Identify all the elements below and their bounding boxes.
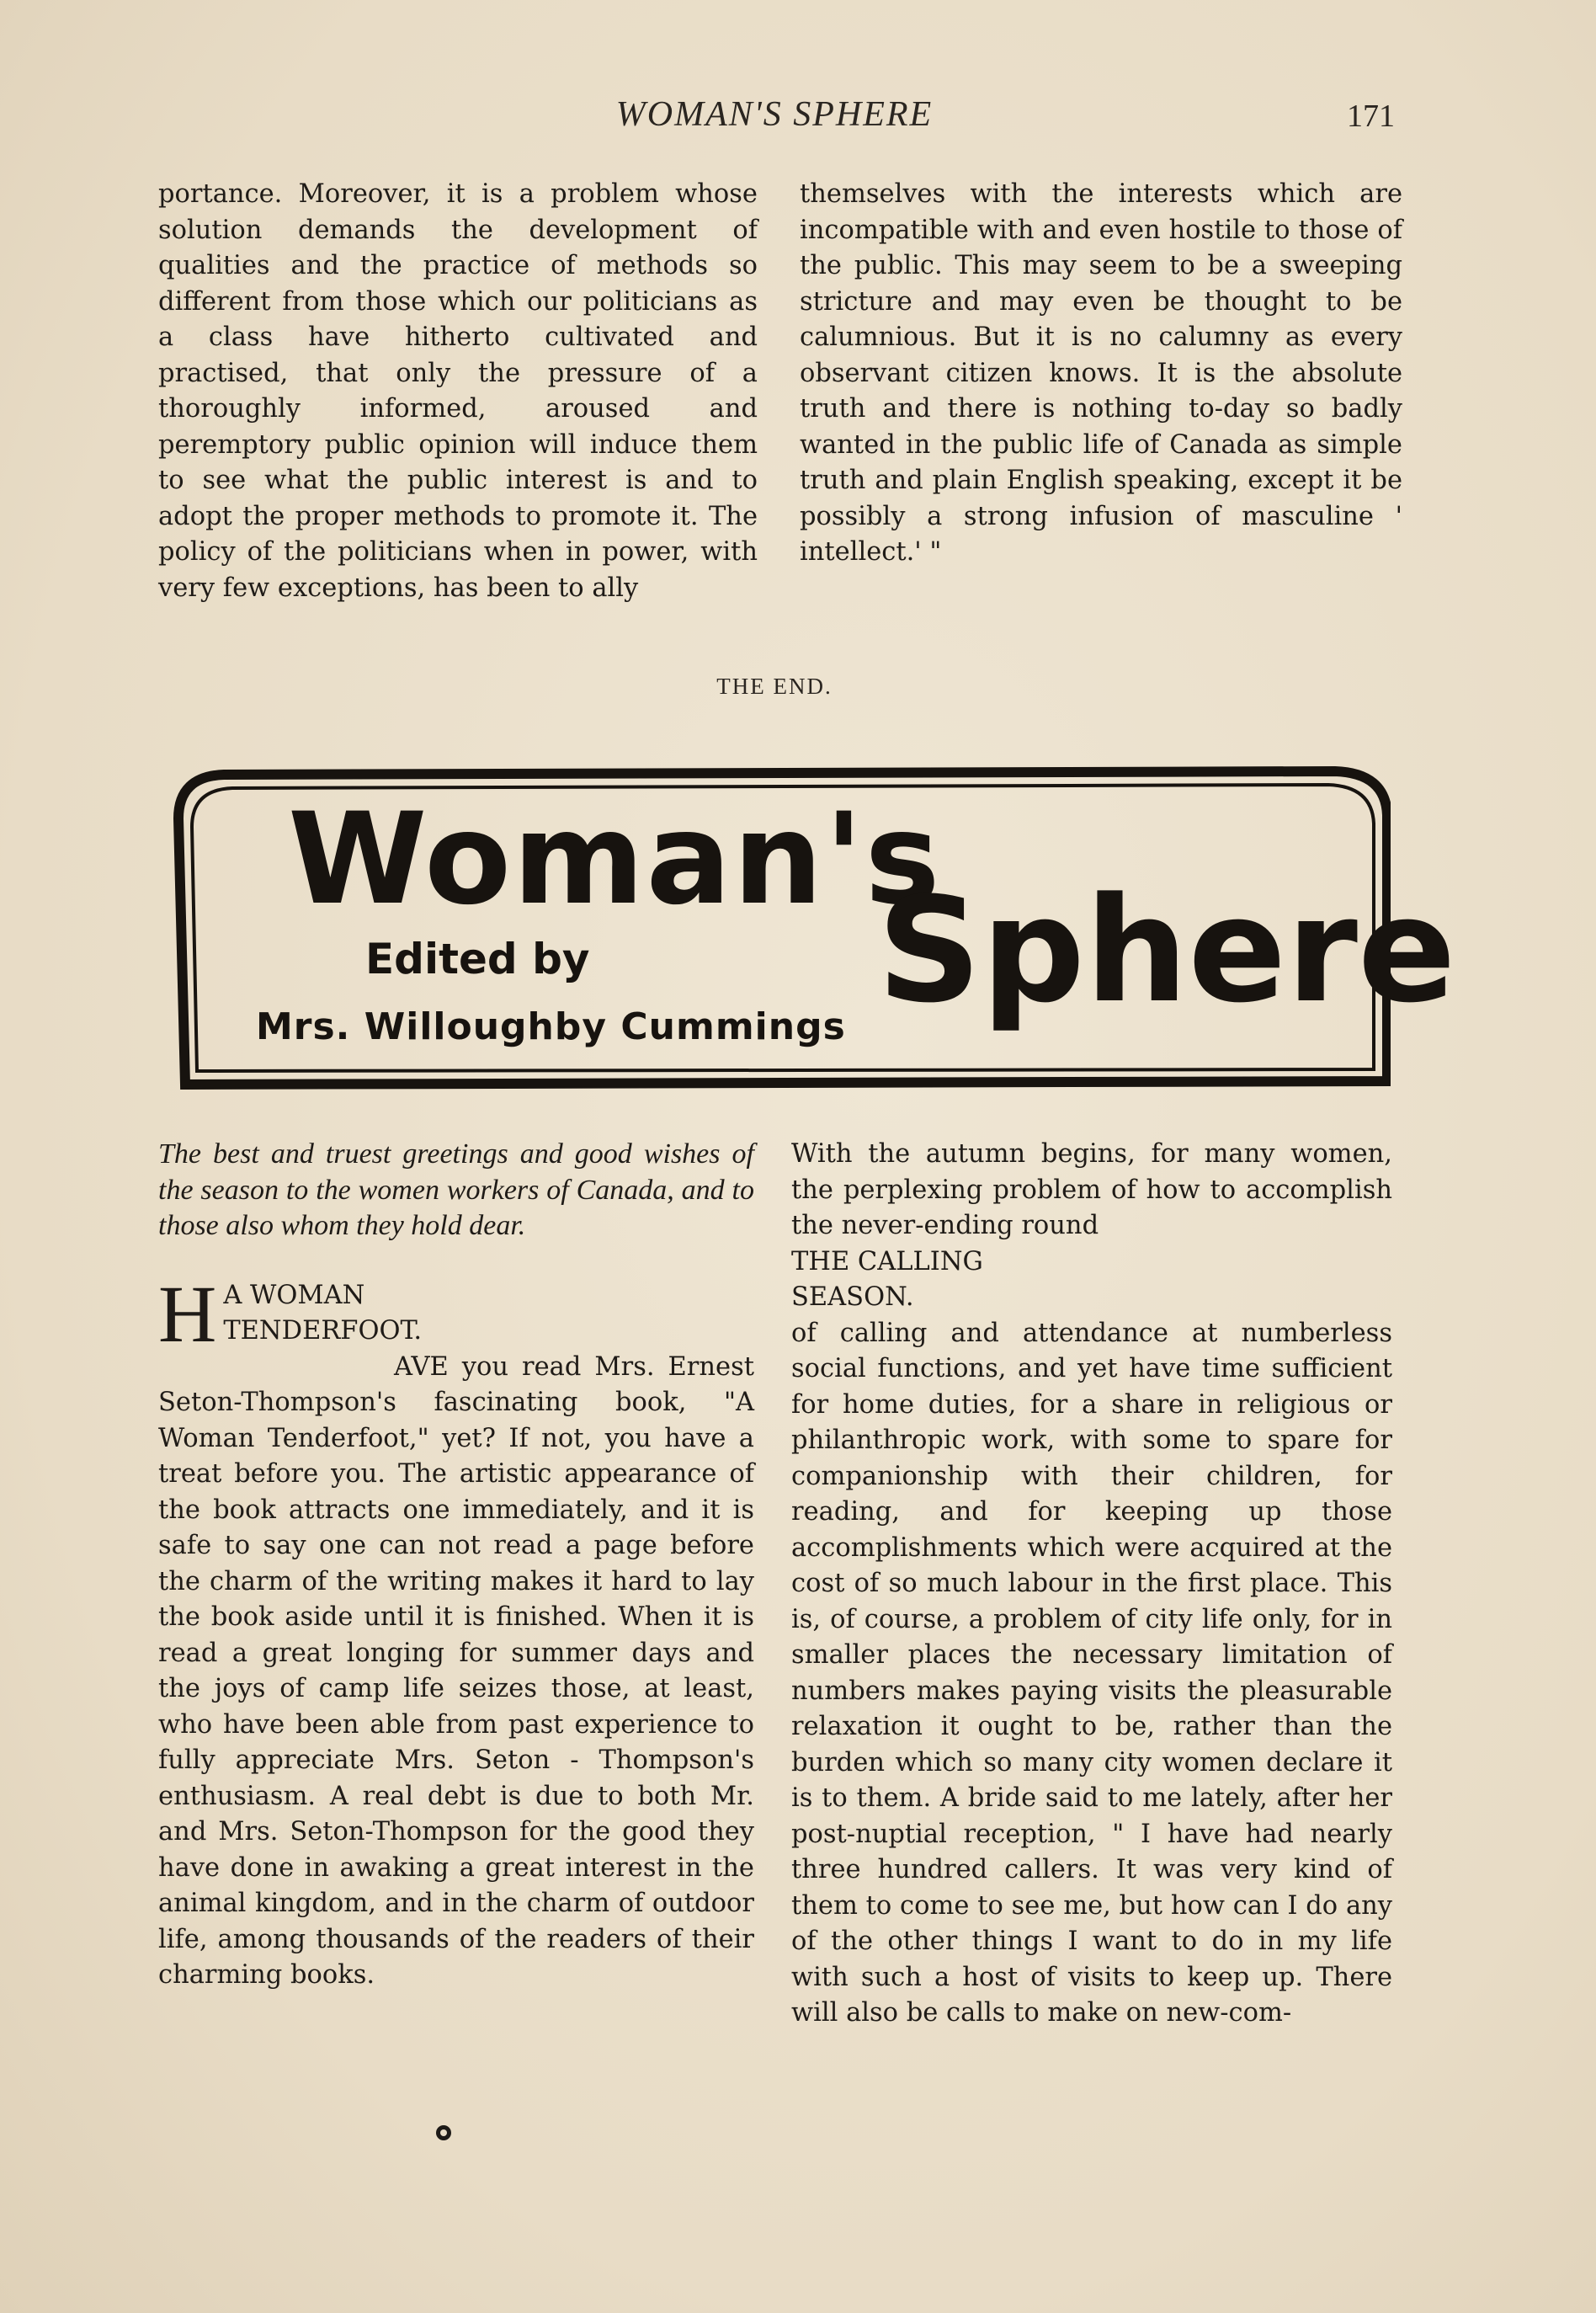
bottom-right-column [791, 1137, 1392, 2032]
bottom-left-column [158, 1137, 754, 1994]
top-right-paragraph: themselves with the interests which are incompatible with and even hostile to those of the public. This may seem to be a sweeping stricture and may even be thought to be calumnious. But it is no calumny as every observant citizen knows. It is the absolute truth and there is nothing to-day so badly wanted in the public life of Canada as simple truth and plain English speaking, except it be possibly a strong infusion of masculine ' intellect.' " [800, 179, 1402, 567]
banner-title-woman: Woman's [288, 786, 942, 933]
calling-season-article [791, 1137, 1392, 1244]
season-greeting: The best and truest greetings and good wishes of the season to the women workers of Canada, and to those also whom they hold dear. [158, 1138, 754, 1241]
top-right-column [800, 177, 1402, 571]
section-banner [173, 765, 1456, 1090]
sidehead-line-1: THE CALLING [791, 1246, 983, 1276]
the-end-label: THE END. [716, 674, 833, 699]
calling-season-body: of calling and attendance at numberless social functions, and yet have time sufficient for home duties, for a share in religious or philanthropic work, with some to spare for companionship with their children, for reading, and for keeping up those accomplishments which were acquired at the cost of so much labour in the first place. This is, of course, a problem of city life only, for in smaller places the necessary limitation of numbers makes paying visits the pleasurable relaxation it ought to be, rather than the burden which so many city women declare it is to them. A bride said to me lately, after her post-nuptial reception, " I have had nearly three hundred callers. It was very kind of them to come to see me, but how can I do any of the other things I want to do in my life with such a host of visits to keep up. There will also be calls to make on new-com- [791, 1318, 1392, 2028]
page-number: 171 [1347, 99, 1395, 134]
banner-editor-name: Mrs. Willoughby Cummings [256, 1005, 846, 1048]
running-head [0, 94, 1596, 145]
sidehead-line-2: TENDERFOOT. [223, 1316, 423, 1346]
banner-title-sphere: Sphere [877, 866, 1456, 1035]
sidehead-line-1: A WOMAN [223, 1280, 365, 1310]
drop-cap: H [158, 1268, 217, 1359]
sidehead-line-2: SEASON. [791, 1282, 914, 1312]
running-title: WOMAN'S SPHERE [615, 95, 934, 134]
tenderfoot-body: AVE you read Mrs. Ernest Seton-Thompson's fascinating book, "A Woman Tenderfoot," yet? If not, you have a treat before you. The artistic appearance of the book attracts one immediately, and it is safe to say one can not read a page before the charm of the writing makes it hard to lay the book aside until it is finished. When it is read a great longing for summer days and the joys of camp life seizes those, at least, who have been able from past experience to fully appreciate Mrs. Seton - Thompson's enthusiasm. A real debt is due to both Mr. and Mrs. Seton-Thompson for the good they have done in awaking a great interest in the animal kingdom, and in the charm of outdoor life, among thousands of the readers of their charming books. [158, 1351, 754, 1990]
calling-season-intro: With the autumn begins, for many women, the perplexing problem of how to accomplish the never-ending round [791, 1139, 1392, 1240]
banner-edited-by: Edited by [365, 935, 590, 983]
ornament-icon [431, 2120, 456, 2145]
top-left-paragraph: portance. Moreover, it is a problem whose solution demands the development of qualities and the practice of methods so different from those which our politicians as a class have hitherto cultivated and practised, that only the pressure of a thoroughly informed, aroused and peremptory public opinion will induce them to see what the public interest is and to adopt the proper methods to promote it. The policy of the politicians when in power, with very few exceptions, has been to ally [158, 179, 758, 603]
top-left-column [158, 177, 758, 606]
